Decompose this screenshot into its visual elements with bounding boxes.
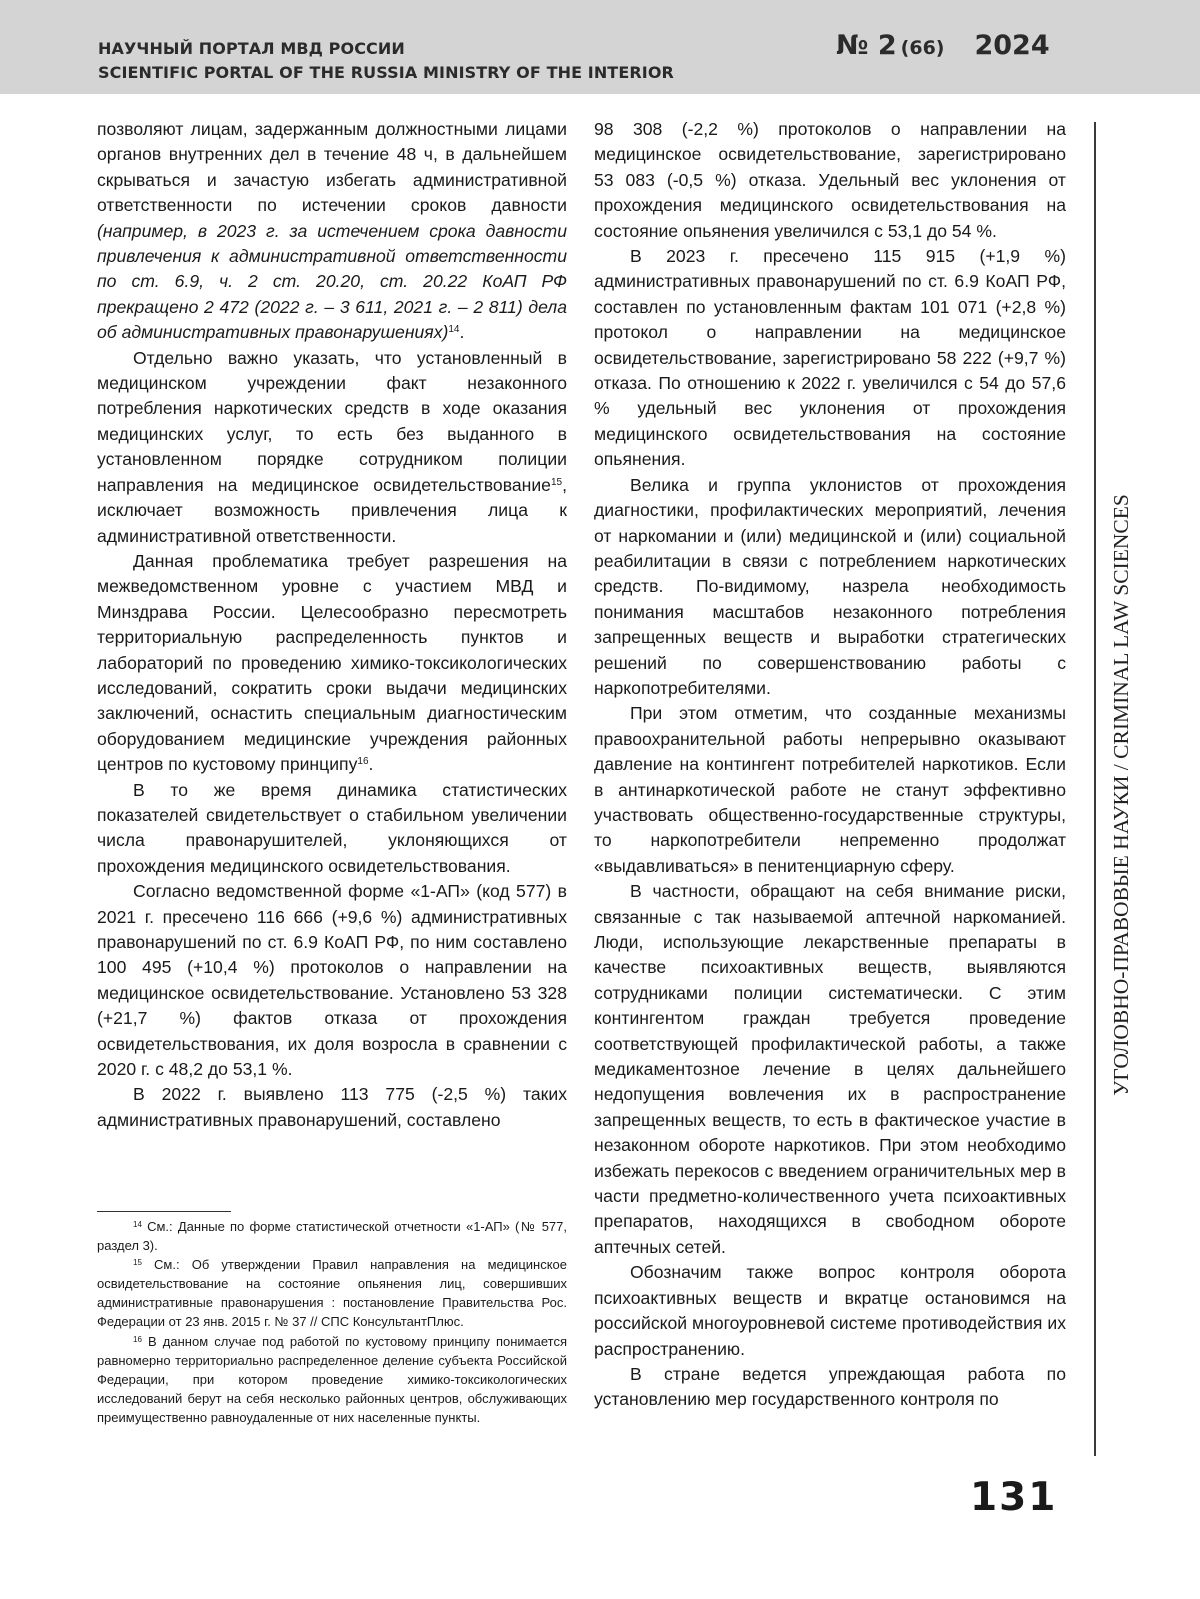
footnote-ref-16[interactable]: 16 bbox=[357, 756, 369, 768]
paragraph: Отдельно важно указать, что установленный в медицинском учреждении факт незаконного потребления наркотических средств в ходе оказания медицинских услуг, то есть без выданного в установленном порядке сотрудником полиции направления на медицинское освидетельствование$^{15}$, исключает возможность привлечения лица к административной ответственности. bbox=[97, 347, 567, 546]
journal-header bbox=[0, 0, 1200, 94]
paragraph: Данная проблематика требует разрешения на межведомственном уровне с участием МВД и Минздрава России. Целесообразно пересмотреть территориальную распределенность пунктов и лабораторий по проведению химико-токсикологических исследований, сократить сроки выдачи медицинских заключений, оснастить специальным диагностическим оборудованием медицинские учреждения районных центров по кустовому принципу$^{16}$. bbox=[97, 550, 567, 775]
footnote-divider bbox=[97, 1211, 231, 1212]
paragraph: Велика и группа уклонистов от прохождения диагностики, профилактических мероприятий, лечения от наркомании и (или) медицинской и (или) социальной реабилитации в связи с потреблением наркотических средств. По-видимому, назрела необходимость понимания масштабов незаконного потребления запрещенных веществ и выработки стратегических решений по совершенствованию работы с наркопотребителями. bbox=[594, 474, 1066, 698]
journal-title-ru: НАУЧНЫЙ ПОРТАЛ МВД РОССИИ bbox=[98, 39, 405, 58]
issue-info bbox=[836, 30, 1050, 61]
footnote-15: $^{15}$ См.: Об утверждении Правил направления на медицинское освидетельствование на состояние опьянения лиц, совершивших административные правонарушения : постановление Правительства Рос. Федерации от 23 янв. 2015 г. № 37 // СПС КонсультантПлюс. bbox=[97, 1257, 567, 1330]
footnote-14: $^{14}$ См.: Данные по форме статистической отчетности «1-АП» (№ 577, раздел 3). bbox=[97, 1219, 567, 1254]
page-number: 131 bbox=[970, 1475, 1058, 1520]
left-column bbox=[97, 117, 567, 1133]
journal-title-en: SCIENTIFIC PORTAL OF THE RUSSIA MINISTRY OF THE INTERIOR bbox=[98, 63, 674, 82]
paragraph: В 2022 г. выявлено 113 775 (-2,5 %) таких административных правонарушений, составлено bbox=[97, 1084, 567, 1130]
issue-number: № 2 bbox=[836, 30, 897, 61]
footnote-16: $^{16}$ В данном случае под работой по кустовому принципу понимается равномерно территориально распределенное деление субъекта Российской Федерации, при котором проведение химико-токсикологических исследований берут на себя несколько районных центров, обслуживающих преимущественно равноудаленные от них населенные пункты. bbox=[97, 1333, 567, 1425]
paragraph: Обозначим также вопрос контроля оборота психоактивных веществ и вкратце остановимся на российской многоуровневой системе противодействия их распространению. bbox=[594, 1262, 1066, 1359]
paragraph: При этом отметим, что созданные механизмы правоохранительной работы непрерывно оказывают давление на контингент потребителей наркотиков. Если в антинаркотической работе не станут эффективно участвовать общественно-государственные структуры, то наркопотребители непременно продолжат «выдавливаться» в пенитенциарную сферу. bbox=[594, 703, 1066, 876]
footnote-ref-15[interactable]: 15 bbox=[550, 476, 563, 488]
paragraph: позволяют лицам, задержанным должностными лицами органов внутренних дел в течение 48 ч, в дальнейшем скрываться и зачастую избегать административной ответственности по истечении сроков давности (например, в 2023 г. за истечением срока давности привлечения к административной ответственности по ст. 6.9, ч. 2 ст. 20.20, ст. 20.22 КоАП РФ прекращено 2 472 (2022 г. – 3 611, 2021 г. – 2 811) дела об административных правонарушениях)$^{14}$. bbox=[97, 119, 567, 343]
issue-year: 2024 bbox=[974, 30, 1050, 61]
sidebar-rule bbox=[1094, 122, 1096, 1456]
paragraph: В то же время динамика статистических показателей свидетельствует о стабильном увеличении числа правонарушителей, уклоняющихся от прохождения медицинского освидетельствования. bbox=[97, 779, 567, 876]
section-title-vertical: УГОЛОВНО-ПРАВОВЫЕ НАУКИ / CRIMINAL LAW SCIENCES bbox=[1109, 494, 1133, 1096]
issue-total-number: (66) bbox=[900, 37, 945, 59]
paragraph: В 2023 г. пресечено 115 915 (+1,9 %) административных правонарушений по ст. 6.9 КоАП РФ, составлен по установленным фактам 101 071 (+2,8 %) протокол о направлении на медицинское освидетельствование, зарегистрировано 58 222 (+9,7 %) отказа. По отношению к 2022 г. увеличился с 54 до 57,6 % удельный вес уклонения от прохождения медицинского освидетельствования на состояние опьянения. bbox=[594, 246, 1066, 470]
footnotes bbox=[97, 1217, 567, 1427]
paragraph: В частности, обращают на себя внимание риски, связанные с так называемой аптечной наркоманией. Люди, использующие лекарственные препараты в качестве психоактивных веществ, выявляются сотрудниками полиции систематически. С этим контингентом граждан требуется проведение соответствующей профилактической работы, а также медикаментозное лечение в целях дальнейшего недопущения вовлечения их в распространение запрещенных веществ, то есть в фактическое участие в незаконном обороте наркотиков. При этом необходимо избежать перекосов с введением ограничительных мер в части предметно-количественного учета психоактивных препаратов, находящихся в свободном обороте аптечных сетей. bbox=[594, 881, 1066, 1257]
footnote-ref-14[interactable]: 14 bbox=[448, 324, 460, 336]
paragraph: Согласно ведомственной форме «1-АП» (код 577) в 2021 г. пресечено 116 666 (+9,6 %) административных правонарушений по ст. 6.9 КоАП РФ, по ним составлено 100 495 (+10,4 %) протоколов о направлении на медицинское освидетельствование. Установлено 53 328 (+21,7 %) фактов отказа от прохождения освидетельствования, их доля возросла в сравнении с 2020 г. с 48,2 до 53,1 %. bbox=[97, 881, 567, 1080]
paragraph: В стране ведется упреждающая работа по установлению мер государственного контроля по bbox=[594, 1363, 1066, 1410]
right-column bbox=[594, 117, 1066, 1413]
paragraph: 98 308 (-2,2 %) протоколов о направлении на медицинское освидетельствование, зарегистрировано 53 083 (-0,5 %) отказа. Удельный вес уклонения от прохождения медицинского освидетельствования на состояние опьянения увеличился с 53,1 до 54 %. bbox=[594, 119, 1066, 241]
journal-title bbox=[98, 37, 674, 85]
italic-example: (например, в 2023 г. за истечением срока давности привлечения к административной ответственности по ст. 6.9, ч. 2 ст. 20.20, ст. 20.22 КоАП РФ прекращено 2 472 (2022 г. – 3 611, 2021 г. – 2 811) дела об административных правонарушениях) bbox=[97, 220, 567, 343]
